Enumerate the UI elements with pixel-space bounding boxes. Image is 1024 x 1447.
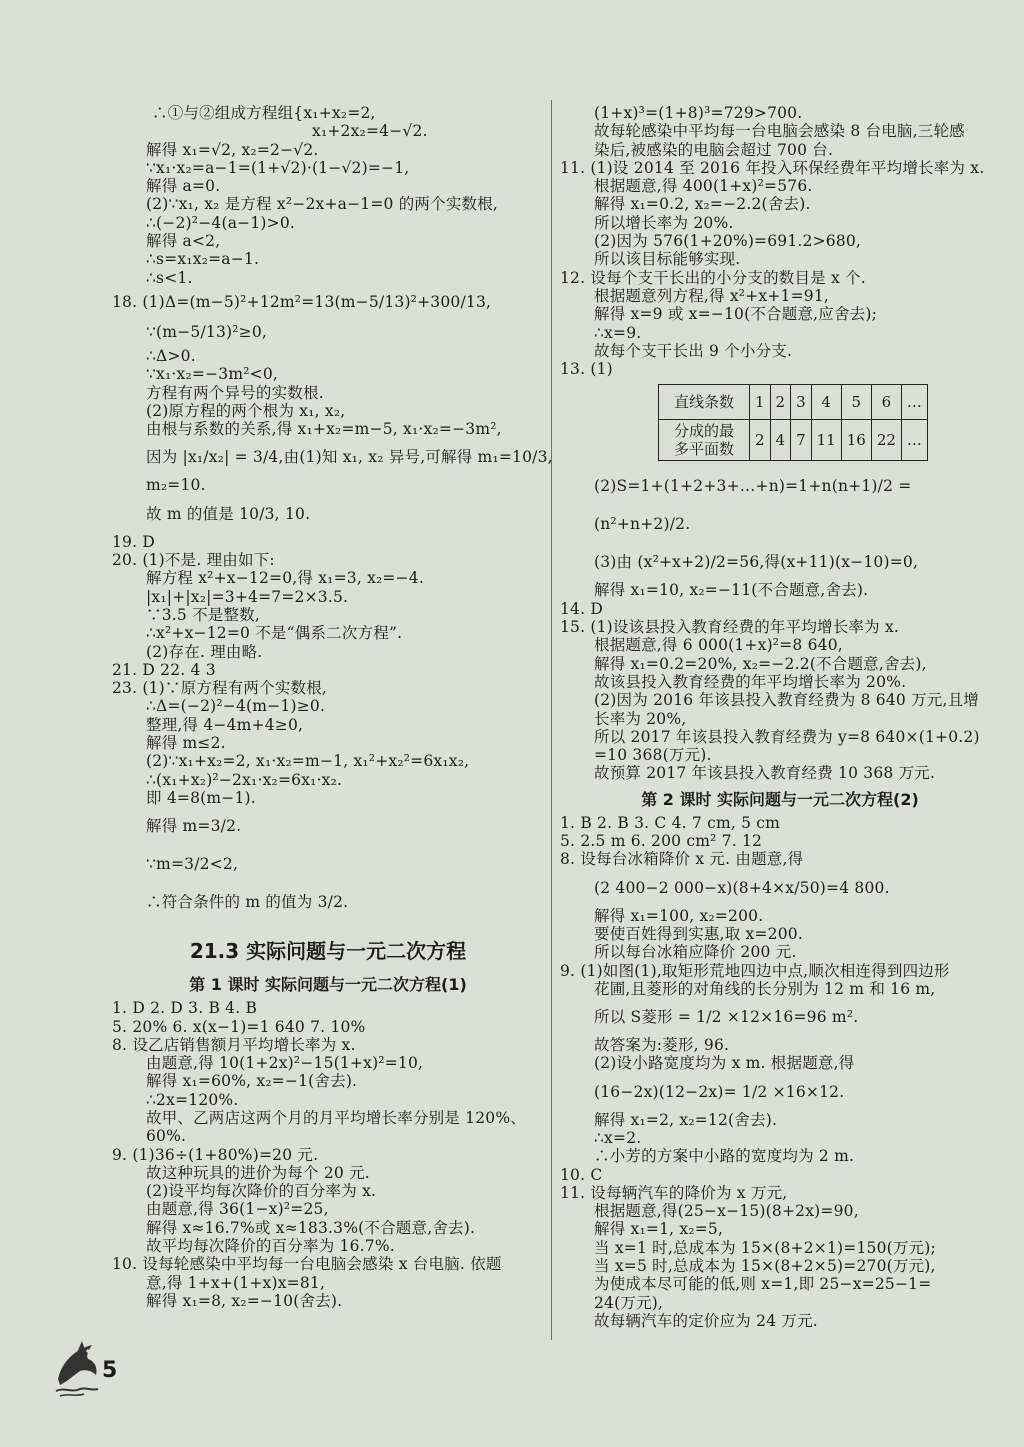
- answer-line: 13. (1): [560, 360, 613, 379]
- answer-line: 11. (1)设 2014 至 2016 年投入环保经费年平均增长率为 x.: [560, 158, 985, 177]
- answer-line: 故每个支干长出 9 个小分支.: [594, 341, 793, 360]
- answer-line: ∴s=x₁x₂=a−1.: [146, 250, 260, 269]
- answer-line: 解方程 x²+x−12=0,得 x₁=3, x₂=−4.: [146, 569, 425, 588]
- answer-line: 19. D: [112, 532, 156, 551]
- answer-line: 根据题意,得 6 000(1+x)²=8 640,: [594, 636, 843, 655]
- answer-line: 解得 x₁=0.2, x₂=−2.2(舍去).: [594, 195, 811, 214]
- answer-line: 由题意,得 10(1+2x)²−15(1+x)²=10,: [146, 1054, 424, 1073]
- answer-line: 23. (1)∵原方程有两个实数根,: [112, 679, 328, 698]
- answer-line: 所以每台冰箱应降价 200 元.: [594, 943, 797, 962]
- answer-line: (2)设平均每次降价的百分率为 x.: [146, 1182, 377, 1201]
- answer-line: ∵(m−5/13)²≥0,: [146, 322, 268, 341]
- answer-line: 8. 设乙店销售额月平均增长率为 x.: [112, 1035, 356, 1054]
- column-divider: [551, 100, 552, 1340]
- answer-line: ∴2x=120%.: [146, 1090, 239, 1109]
- answer-line: 故甲、乙两店这两个月的月平均增长率分别是 120%、: [146, 1108, 526, 1127]
- answer-line: (2)存在. 理由略.: [146, 642, 263, 661]
- answer-line: (2)设小路宽度均为 x m. 根据题意,得: [594, 1054, 855, 1073]
- dolphin-icon: [52, 1335, 104, 1399]
- answer-line: (2)因为 576(1+20%)=691.2>680,: [594, 232, 862, 251]
- answer-line: m₂=10.: [146, 476, 206, 495]
- answer-line: 根据题意,得 400(1+x)²=576.: [594, 177, 813, 196]
- answer-line: 故 m 的值是 10/3, 10.: [146, 504, 311, 523]
- answer-line: 1. B 2. B 3. C 4. 7 cm, 5 cm: [560, 813, 781, 832]
- answer-line: 解得 x=9 或 x=−10(不合题意,应舍去);: [594, 305, 878, 324]
- answer-line: 18. (1)Δ=(m−5)²+12m²=13(m−5/13)²+300/13,: [112, 292, 492, 311]
- table-row: [659, 420, 928, 461]
- answer-line: 10. 设每轮感染中平均每一台电脑会感染 x 台电脑. 依题: [112, 1255, 502, 1274]
- answer-line: 解得 x₁=2, x₂=12(舍去).: [594, 1110, 778, 1129]
- left-column: [112, 104, 553, 1310]
- table-row: [659, 385, 928, 420]
- table-cell: 7: [791, 420, 812, 461]
- answer-line: 花圃,且菱形的对角线的长分别为 12 m 和 16 m,: [594, 979, 936, 998]
- answer-line: 解得 a=0.: [146, 177, 221, 196]
- answer-line: (2)∵x₁+x₂=2, x₁·x₂=m−1, x₁²+x₂²=6x₁x₂,: [146, 752, 470, 771]
- answer-line: 整理,得 4−4m+4≥0,: [146, 715, 304, 734]
- lesson2-title: 第 2 课时 实际问题与一元二次方程(2): [641, 789, 919, 809]
- answer-line: ∴Δ>0.: [146, 346, 196, 365]
- answer-line: 故平均每次降价的百分率为 16.7%.: [146, 1237, 395, 1256]
- left-lines: [112, 104, 553, 921]
- answer-line: 5. 20% 6. x(x−1)=1 640 7. 10%: [112, 1017, 366, 1036]
- table-cell: 4: [770, 420, 791, 461]
- answer-line: 所以增长率为 20%.: [594, 213, 734, 232]
- answer-line: 解得 m≤2.: [146, 734, 226, 753]
- answer-line: 故这种玩具的进价为每个 20 元.: [146, 1163, 370, 1182]
- answer-line: (2)原方程的两个根为 x₁, x₂,: [146, 401, 346, 420]
- answer-line: 染后,被感染的电脑会超过 700 台.: [594, 140, 834, 159]
- answer-line: 12. 设每个支干长出的小分支的数目是 x 个.: [560, 268, 866, 287]
- answer-line: 当 x=5 时,总成本为 15×(8+2×5)=270(万元),: [594, 1257, 936, 1276]
- answer-line: 方程有两个异号的实数根.: [146, 383, 324, 402]
- answer-line: ∵3.5 不是整数,: [146, 605, 261, 624]
- answer-line: ∴小芳的方案中小路的宽度均为 2 m.: [594, 1147, 855, 1166]
- answer-line: 根据题意列方程,得 x²+x+1=91,: [594, 286, 830, 305]
- answer-line: 14. D: [560, 599, 604, 618]
- answer-line: 20. (1)不是. 理由如下:: [112, 551, 275, 570]
- lines-planes-table: [658, 384, 928, 461]
- answer-line: 解得 x₁=10, x₂=−11(不合题意,舍去).: [594, 581, 869, 600]
- answer-line: 故预算 2017 年该县投入教育经费 10 368 万元.: [594, 764, 936, 783]
- answer-line: 解得 x₁=100, x₂=200.: [594, 906, 764, 925]
- right-lines-2: [560, 467, 1000, 782]
- answer-line: 11. 设每辆汽车的降价为 x 万元,: [560, 1183, 788, 1202]
- right-lines: [560, 104, 1000, 378]
- section-title: 21.3 实际问题与一元二次方程: [189, 939, 467, 964]
- answer-line: (3)由 (x²+x+2)/2=56,得(x+11)(x−10)=0,: [594, 553, 919, 572]
- table-head-line: 分成的最: [673, 422, 734, 441]
- answer-line: 意,得 1+x+(1+x)x=81,: [146, 1273, 326, 1292]
- answer-line: ∴x=9.: [594, 323, 642, 342]
- answer-line: (2 400−2 000−x)(8+4×x/50)=4 800.: [594, 878, 890, 897]
- answer-line: 1. D 2. D 3. B 4. B: [112, 999, 258, 1018]
- answer-line: 故每辆汽车的定价应为 24 万元.: [594, 1311, 818, 1330]
- answer-line: 故答案为:菱形, 96.: [594, 1036, 730, 1055]
- answer-line: 故该县投入教育经费的年平均增长率为 20%.: [594, 672, 907, 691]
- table-cell: 2: [750, 420, 771, 461]
- table-cell: 2: [770, 385, 791, 420]
- table-cell: 4: [811, 385, 841, 420]
- answer-line: 由根与系数的关系,得 x₁+x₂=m−5, x₁·x₂=−3m²,: [146, 420, 502, 439]
- answer-line: 由题意,得 36(1−x)²=25,: [146, 1200, 329, 1219]
- answer-line: 即 4=8(m−1).: [146, 788, 256, 807]
- answer-line: 当 x=1 时,总成本为 15×(8+2×1)=150(万元);: [594, 1238, 936, 1257]
- table-head-line: 多平面数: [673, 440, 734, 459]
- answer-line: 9. (1)36÷(1+80%)=20 元.: [112, 1145, 319, 1164]
- answer-line: 长率为 20%,: [594, 709, 687, 728]
- table-cell: 3: [791, 385, 812, 420]
- answer-line: |x₁|+|x₂|=3+4=7=2×3.5.: [146, 587, 349, 606]
- answer-line: ∴x=2.: [594, 1128, 642, 1147]
- answer-line: 要使百姓得到实惠,取 x=200.: [594, 924, 803, 943]
- answer-line: ∵x₁·x₂=a−1=(1+√2)·(1−√2)=−1,: [146, 158, 410, 177]
- answer-line: ∴符合条件的 m 的值为 3/2.: [146, 893, 349, 912]
- answer-line: 因为 |x₁/x₂| = 3/4,由(1)知 x₁, x₂ 异号,可解得 m₁=10/3,: [146, 448, 553, 467]
- answer-line: ∴s<1.: [146, 268, 193, 287]
- left-lines-2: [112, 999, 544, 1310]
- answer-line: (n²+n+2)/2.: [594, 515, 691, 534]
- table-cell: 5: [841, 385, 871, 420]
- table-cell: 16: [841, 420, 871, 461]
- answer-line: ∴(x₁+x₂)²−2x₁·x₂=6x₁·x₂.: [146, 770, 343, 789]
- answer-line: 24(万元),: [594, 1293, 664, 1312]
- answer-line: 所以 2017 年该县投入教育经费为 y=8 640×(1+0.2): [594, 727, 980, 746]
- answer-line: ∴x²+x−12=0 不是“偶系二次方程”.: [146, 624, 403, 643]
- answer-line: 解得 a<2,: [146, 232, 221, 251]
- table-cell: …: [901, 420, 927, 461]
- answer-line: 解得 m=3/2.: [146, 817, 242, 836]
- answer-line: ∴(−2)²−4(a−1)>0.: [146, 213, 296, 232]
- answer-line: 解得 x₁=60%, x₂=−1(舍去).: [146, 1072, 358, 1091]
- answer-line: ∵m=3/2<2,: [146, 855, 239, 874]
- answer-line: ∴Δ=(−2)²−4(m−1)≥0.: [146, 697, 326, 716]
- answer-line: (2)S=1+(1+2+3+…+n)=1+n(n+1)/2 =: [594, 477, 912, 496]
- answer-line: 解得 x₁=8, x₂=−10(舍去).: [146, 1291, 343, 1310]
- answer-line: (2)∵x₁, x₂ 是方程 x²−2x+a−1=0 的两个实数根,: [146, 195, 499, 214]
- answer-line: 15. (1)设该县投入教育经费的年平均增长率为 x.: [560, 618, 900, 637]
- table-cell: …: [901, 385, 927, 420]
- answer-line: (1+x)³=(1+8)³=729>700.: [594, 104, 803, 122]
- answer-line: (16−2x)(12−2x)= 1/2 ×16×12.: [594, 1082, 845, 1101]
- table-cell: 22: [871, 420, 901, 461]
- answer-line: 解得 x≈16.7%或 x≈183.3%(不合题意,舍去).: [146, 1218, 476, 1237]
- table-cell: 6: [871, 385, 901, 420]
- answer-line: 故每轮感染中平均每一台电脑会感染 8 台电脑,三轮感: [594, 122, 965, 141]
- answer-line: 9. (1)如图(1),取矩形荒地四边中点,顺次相连得到四边形: [560, 961, 950, 980]
- answer-line: 根据题意,得(25−x−15)(8+2x)=90,: [594, 1202, 859, 1221]
- answer-line: 60%.: [146, 1127, 187, 1146]
- answer-line: 解得 x₁=1, x₂=5,: [594, 1220, 724, 1239]
- answer-line: 5. 2.5 m 6. 200 cm² 7. 12: [560, 832, 763, 851]
- table-cell: 1: [750, 385, 771, 420]
- right-column: [560, 104, 1000, 1330]
- lesson1-title: 第 1 课时 实际问题与一元二次方程(1): [189, 975, 467, 995]
- page-number: 5: [102, 1358, 118, 1383]
- answer-line: ∴①与②组成方程组{x₁+x₂=2,: [152, 104, 376, 122]
- answer-line: 解得 x₁=0.2=20%, x₂=−2.2(不合题意,舍去),: [594, 654, 927, 673]
- answer-line: 8. 设每台冰箱降价 x 元. 由题意,得: [560, 850, 804, 869]
- table-head: 直线条数: [659, 385, 750, 420]
- answer-line: (2)因为 2016 年该县投入教育经费为 8 640 万元,且增: [594, 691, 980, 710]
- answer-line: 解得 x₁=√2, x₂=2−√2.: [146, 140, 319, 159]
- answer-line: =10 368(万元).: [594, 746, 712, 765]
- answer-line: 21. D 22. 4 3: [112, 660, 216, 679]
- answer-line: x₁+2x₂=4−√2.: [312, 122, 428, 141]
- table-head: [659, 420, 750, 461]
- answer-line: ∵x₁·x₂=−3m²<0,: [146, 365, 279, 384]
- answer-line: 为使成本尽可能的低,则 x=1,即 25−x=25−1=: [594, 1275, 932, 1294]
- answer-line: 10. C: [560, 1165, 603, 1184]
- right-lines-3: [560, 814, 1000, 1331]
- answer-line: 所以 S菱形 = 1/2 ×12×16=96 m².: [594, 1008, 859, 1027]
- answer-line: 所以该目标能够实现.: [594, 250, 741, 269]
- table-cell: 11: [811, 420, 841, 461]
